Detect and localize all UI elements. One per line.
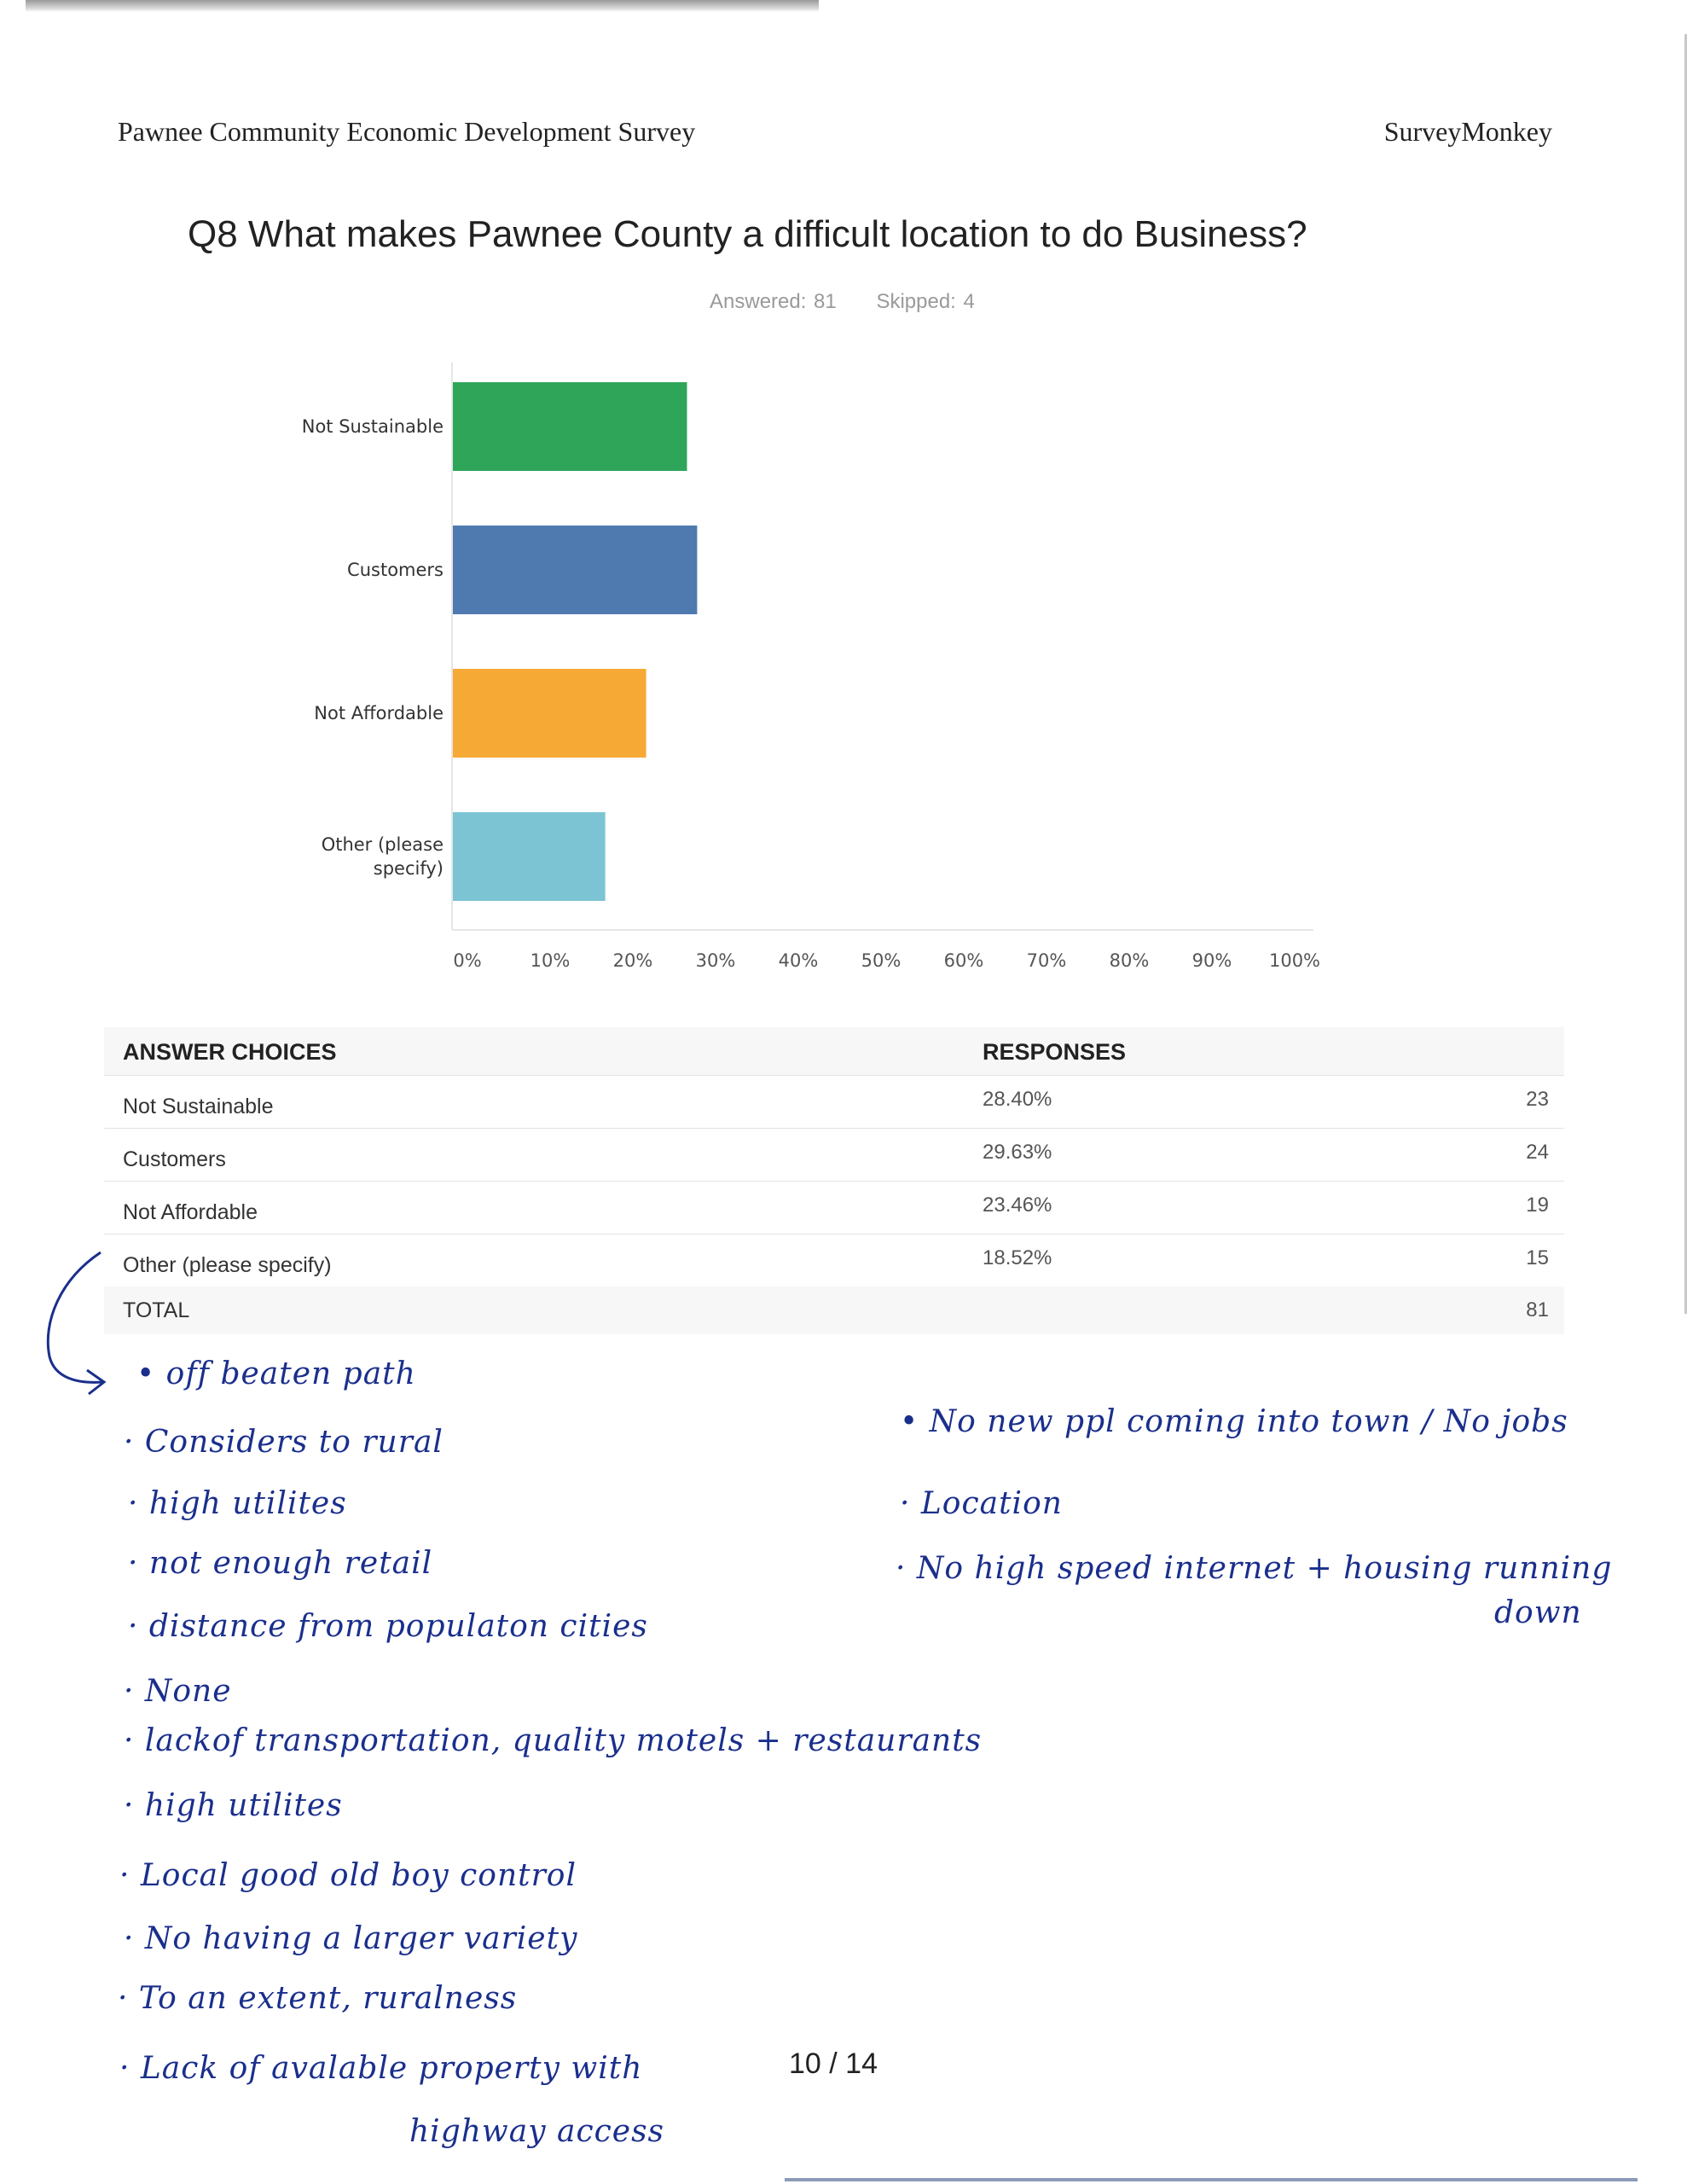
table-row <box>104 1128 1564 1182</box>
note-left: · lackof transportation, quality motels + restaurants <box>124 1723 983 1758</box>
note-right: · No high speed internet + housing running <box>896 1551 1613 1586</box>
x-tick-label: 0% <box>453 950 482 971</box>
question-title: Q8 What makes Pawnee County a difficult location to do Business? <box>188 213 1307 255</box>
x-tick-label: 20% <box>612 950 653 971</box>
bar-chart <box>0 0 1687 1007</box>
x-tick-label: 60% <box>943 950 984 971</box>
bar-customers <box>452 526 697 614</box>
x-tick-label: 80% <box>1109 950 1150 971</box>
table-total-row <box>104 1287 1564 1334</box>
note-left: · not enough retail <box>128 1546 433 1581</box>
note-left: · high utilites <box>124 1788 343 1823</box>
total-count: 81 <box>1526 1298 1549 1321</box>
answered-count: Answered: 81 <box>710 290 837 313</box>
bar-other-please-specify <box>452 812 606 901</box>
row-choice: Customers <box>123 1147 226 1171</box>
table-row <box>104 1075 1564 1129</box>
bar-not-affordable <box>452 669 646 758</box>
x-tick-label: 50% <box>861 950 901 971</box>
x-tick-label: 70% <box>1026 950 1067 971</box>
chart-bars <box>452 382 697 901</box>
note-left: · high utilites <box>128 1486 347 1521</box>
row-count: 24 <box>1526 1141 1549 1164</box>
skipped-count: Skipped: 4 <box>876 290 975 313</box>
note-left: · Local good old boy control <box>119 1858 577 1893</box>
note-right: • No new ppl coming into town / No jobs <box>900 1404 1568 1439</box>
header-responses: RESPONSES <box>983 1039 1127 1065</box>
note-left: · distance from populaton cities <box>128 1609 648 1644</box>
handwritten-arrow-icon <box>34 1246 111 1399</box>
brand-name: SurveyMonkey <box>1383 116 1552 147</box>
note-right: · Location <box>900 1486 1063 1521</box>
row-percent: 29.63% <box>983 1141 1052 1164</box>
note-left: · No having a larger variety <box>124 1921 578 1956</box>
row-percent: 23.46% <box>983 1194 1052 1217</box>
row-count: 19 <box>1526 1194 1549 1217</box>
table-row <box>104 1234 1564 1287</box>
scan-edge-bottom <box>785 2178 1638 2181</box>
row-percent: 28.40% <box>983 1088 1052 1111</box>
row-choice: Not Affordable <box>123 1200 258 1224</box>
note-left: · To an extent, ruralness <box>118 1981 518 2016</box>
row-count: 23 <box>1526 1088 1549 1111</box>
row-count: 15 <box>1526 1246 1549 1269</box>
category-label: Not Affordable <box>314 703 443 723</box>
row-choice: Not Sustainable <box>123 1095 274 1118</box>
bar-not-sustainable <box>452 382 687 471</box>
table-row <box>104 1181 1564 1234</box>
category-label: Other (please specify) <box>321 834 443 879</box>
row-percent: 18.52% <box>983 1246 1052 1269</box>
category-label: Customers <box>347 560 443 580</box>
note-left: · None <box>124 1674 232 1709</box>
header-answer-choices: ANSWER CHOICES <box>123 1039 337 1065</box>
note-left: · Considers to rural <box>124 1425 443 1460</box>
category-label: Not Sustainable <box>301 416 443 437</box>
note-right: down <box>1494 1595 1582 1630</box>
x-tick-label: 100% <box>1268 950 1321 971</box>
note-left: highway access <box>409 2114 665 2149</box>
note-left: • off beaten path <box>136 1356 416 1391</box>
x-tick-label: 90% <box>1191 950 1232 971</box>
survey-title: Pawnee Community Economic Development Survey <box>118 116 696 147</box>
page-number: 10 / 14 <box>789 2048 878 2080</box>
x-tick-label: 10% <box>530 950 571 971</box>
row-choice: Other (please specify) <box>123 1253 332 1277</box>
total-label: TOTAL <box>123 1298 190 1322</box>
chart-category-labels <box>302 416 443 879</box>
x-tick-label: 30% <box>695 950 736 971</box>
note-left: · Lack of avalable property with <box>119 2051 643 2086</box>
chart-x-ticks <box>453 950 1320 971</box>
x-tick-label: 40% <box>778 950 819 971</box>
